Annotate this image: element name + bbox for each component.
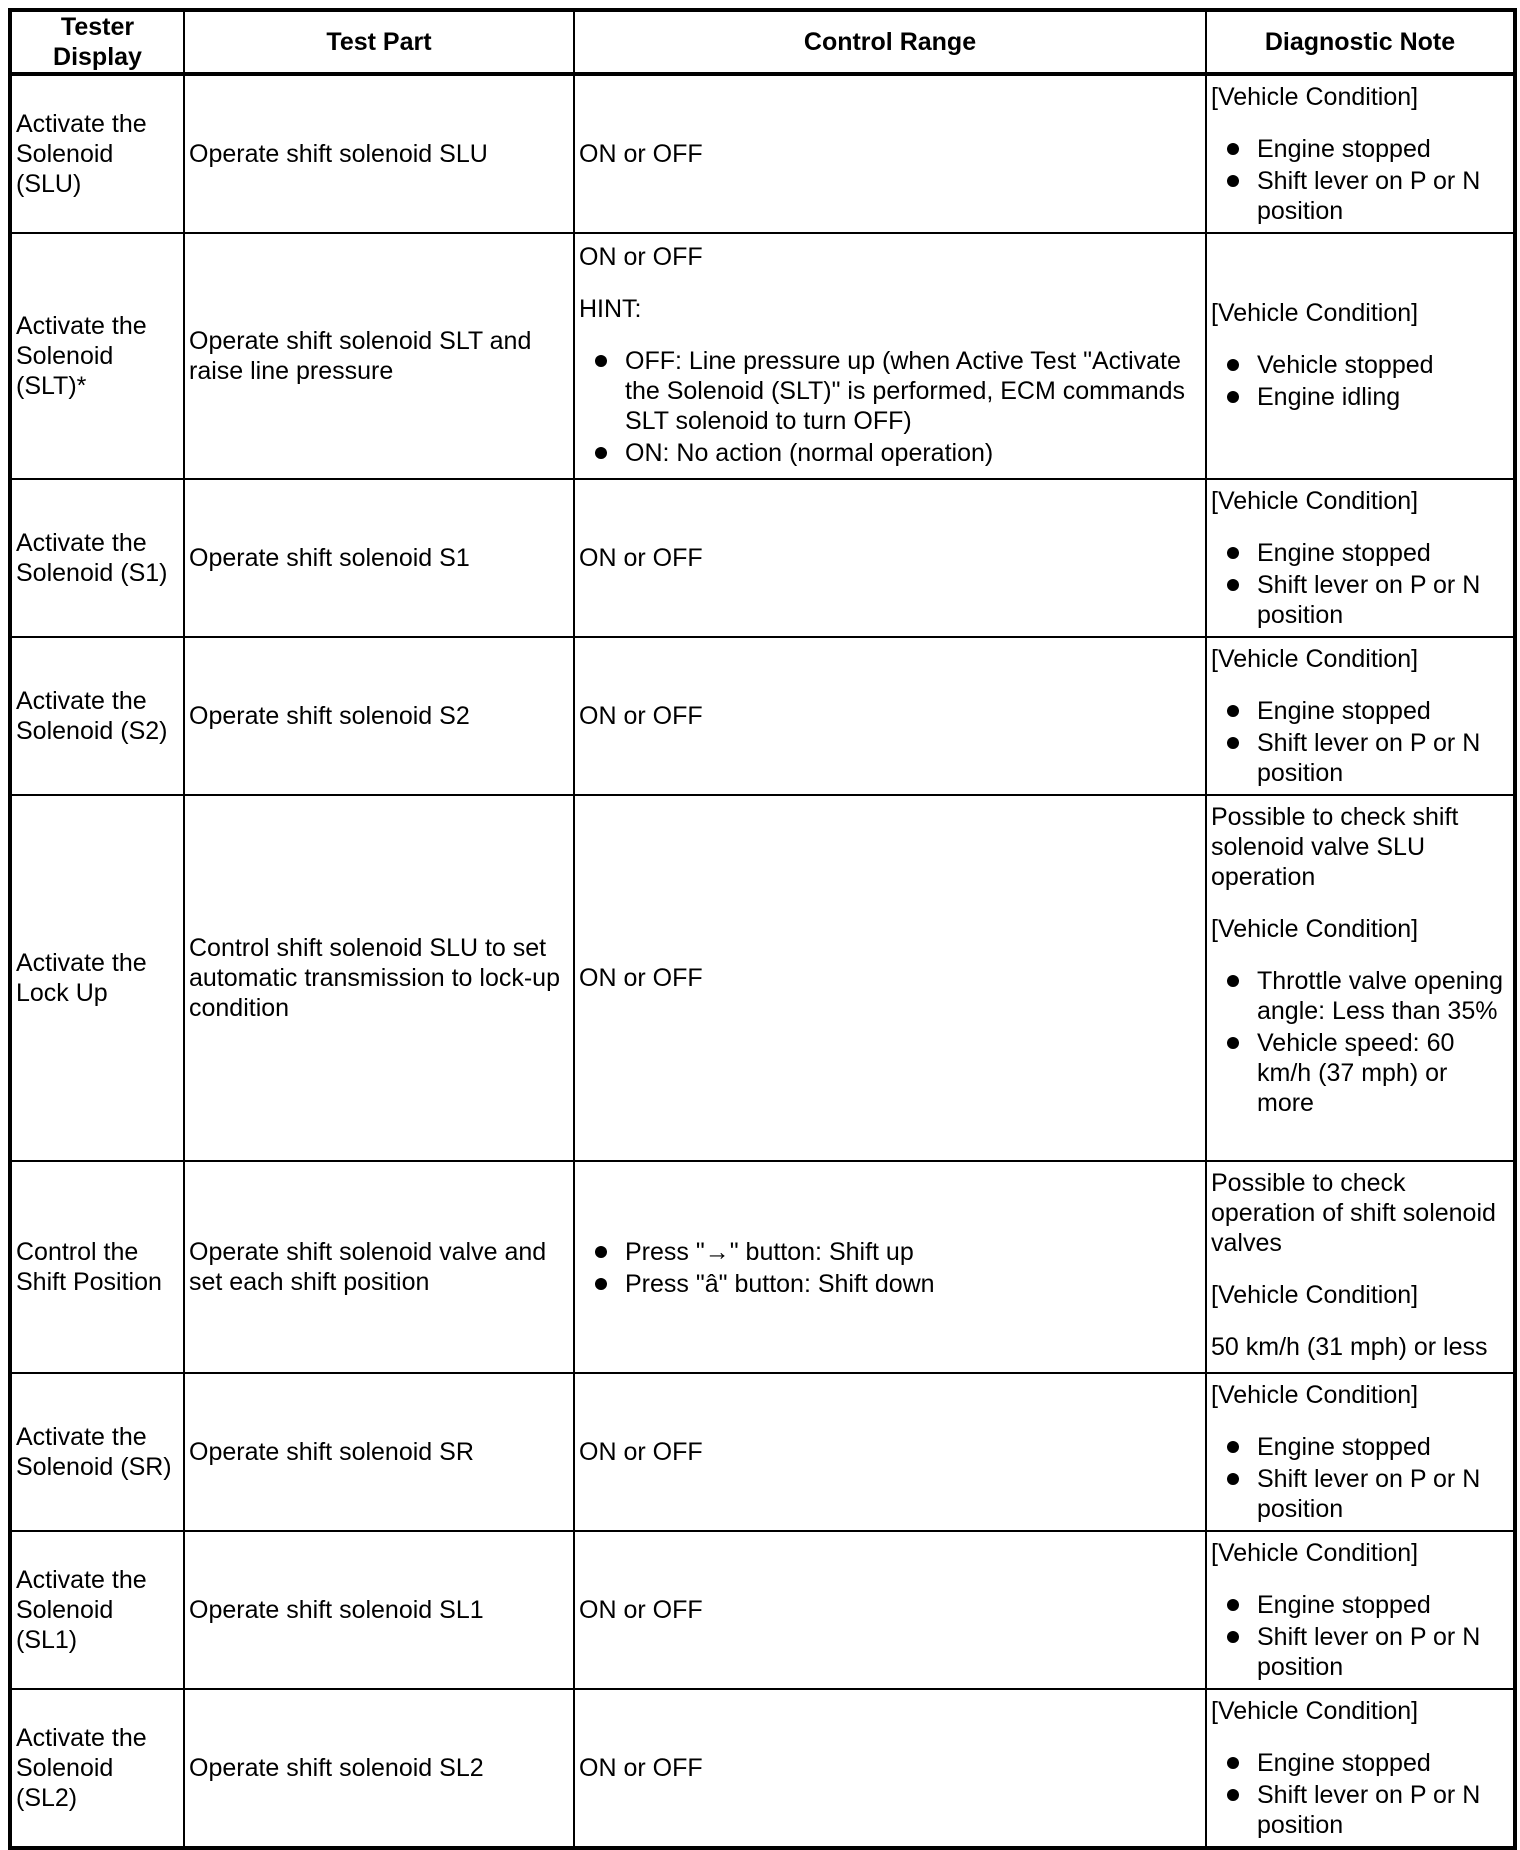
active-test-table-sheet: [8, 8, 1513, 1839]
note-list: [1211, 538, 1507, 630]
cell-test-part: Operate shift solenoid SL1: [184, 1531, 574, 1689]
bullet-icon: [1227, 705, 1239, 717]
bullet-icon: [1227, 1789, 1239, 1801]
list-item: [1211, 728, 1507, 788]
cell-control-range: ON or OFF: [574, 74, 1206, 233]
note-list: [1211, 1590, 1507, 1682]
cell-test-part: Operate shift solenoid SR: [184, 1373, 574, 1531]
cell-test-part: Operate shift solenoid SLT and raise line pressure: [184, 233, 574, 479]
cell-diagnostic-note: [1206, 1161, 1515, 1373]
range-block: [579, 242, 1199, 468]
range-text: ON or OFF: [579, 243, 703, 271]
note-block: [1211, 1380, 1507, 1524]
bullet-icon: [1227, 391, 1239, 403]
bullet-icon: [1227, 737, 1239, 749]
list-item-text: Throttle valve opening angle: Less than 35%: [1257, 967, 1503, 1025]
cell-control-range: ON or OFF: [574, 1373, 1206, 1531]
cell-tester-display: Control the Shift Position: [10, 1161, 184, 1373]
table-row: [10, 1689, 1515, 1848]
bullet-icon: [1227, 1441, 1239, 1453]
bullet-icon: [595, 1246, 607, 1258]
note-heading: [Vehicle Condition]: [1211, 645, 1419, 673]
note-tail: 50 km/h (31 mph) or less: [1211, 1333, 1488, 1361]
range-hint: HINT:: [579, 295, 642, 323]
list-item: [579, 438, 1199, 468]
cell-tester-display: Activate the Solenoid (SR): [10, 1373, 184, 1531]
bullet-icon: [1227, 579, 1239, 591]
note-block: [1211, 802, 1507, 1118]
cell-test-part: Operate shift solenoid valve and set each shift position: [184, 1161, 574, 1373]
list-item-text: Shift lever on P or N position: [1257, 729, 1481, 787]
cell-test-part: Control shift solenoid SLU to set automatic transmission to lock-up condition: [184, 795, 574, 1161]
cell-diagnostic-note: [1206, 1531, 1515, 1689]
bullet-icon: [1227, 1599, 1239, 1611]
list-item-text: Shift lever on P or N position: [1257, 1465, 1481, 1523]
header-row: [10, 10, 1515, 74]
list-item-text: Engine stopped: [1257, 539, 1431, 567]
list-item-text: Engine idling: [1257, 383, 1401, 411]
list-item: [1211, 1748, 1507, 1778]
cell-diagnostic-note: [1206, 1373, 1515, 1531]
bullet-icon: [595, 355, 607, 367]
cell-diagnostic-note: [1206, 74, 1515, 233]
list-item-text: Shift lever on P or N position: [1257, 571, 1481, 629]
note-block: [1211, 298, 1507, 412]
cell-tester-display: Activate the Solenoid (SL1): [10, 1531, 184, 1689]
cell-test-part: Operate shift solenoid S1: [184, 479, 574, 637]
cell-test-part: Operate shift solenoid SL2: [184, 1689, 574, 1848]
list-item-text: Shift lever on P or N position: [1257, 1623, 1481, 1681]
active-test-table: [8, 8, 1517, 1850]
bullet-icon: [1227, 547, 1239, 559]
note-block: [1211, 1168, 1507, 1362]
list-item-text: Vehicle stopped: [1257, 351, 1434, 379]
bullet-icon: [1227, 1473, 1239, 1485]
list-item-text: Engine stopped: [1257, 135, 1431, 163]
list-item-text: Engine stopped: [1257, 697, 1431, 725]
list-item-text: ON: No action (normal operation): [625, 439, 994, 467]
cell-test-part: Operate shift solenoid S2: [184, 637, 574, 795]
bullet-icon: [595, 1278, 607, 1290]
list-item: [1211, 382, 1507, 412]
bullet-icon: [1227, 1037, 1239, 1049]
note-list: [1211, 966, 1507, 1118]
list-item-text: OFF: Line pressure up (when Active Test "Activate the Solenoid (SLT)" is performed, ECM commands SLT solenoid to turn OFF): [625, 347, 1186, 435]
note-heading: [Vehicle Condition]: [1211, 487, 1419, 515]
note-heading: [Vehicle Condition]: [1211, 915, 1419, 943]
list-item-text: Vehicle speed: 60 km/h (37 mph) or more: [1257, 1029, 1455, 1117]
note-block: [1211, 1538, 1507, 1682]
list-item: [1211, 538, 1507, 568]
list-item: [1211, 570, 1507, 630]
bullet-icon: [595, 447, 607, 459]
cell-control-range: ON or OFF: [574, 795, 1206, 1161]
cell-control-range: [574, 233, 1206, 479]
note-intro: Possible to check shift solenoid valve SLU operation: [1211, 803, 1459, 891]
header-diagnostic-note: Diagnostic Note: [1206, 10, 1515, 74]
list-item-text: Engine stopped: [1257, 1433, 1431, 1461]
bullet-icon: [1227, 1757, 1239, 1769]
note-list: [1211, 134, 1507, 226]
list-item: [579, 1237, 1199, 1267]
range-list: [579, 346, 1199, 468]
table-row: [10, 233, 1515, 479]
note-heading: [Vehicle Condition]: [1211, 83, 1419, 111]
note-block: [1211, 82, 1507, 226]
bullet-icon: [1227, 1631, 1239, 1643]
list-item: [1211, 1590, 1507, 1620]
list-item-text: Engine stopped: [1257, 1749, 1431, 1777]
note-block: [1211, 486, 1507, 630]
cell-tester-display: Activate the Solenoid (SLU): [10, 74, 184, 233]
note-list: [1211, 696, 1507, 788]
header-tester-display: Tester Display: [10, 10, 184, 74]
list-item: [1211, 134, 1507, 164]
list-item: [1211, 1780, 1507, 1840]
cell-tester-display: Activate the Solenoid (S1): [10, 479, 184, 637]
list-item: [1211, 966, 1507, 1026]
table-row: [10, 74, 1515, 233]
list-item-text: Press "â" button: Shift down: [625, 1270, 935, 1298]
range-list: [579, 1237, 1199, 1299]
bullet-icon: [1227, 175, 1239, 187]
cell-control-range: ON or OFF: [574, 479, 1206, 637]
table-row: [10, 795, 1515, 1161]
table-row: [10, 479, 1515, 637]
list-item: [579, 346, 1199, 436]
note-list: [1211, 1432, 1507, 1524]
cell-control-range: ON or OFF: [574, 1531, 1206, 1689]
cell-diagnostic-note: [1206, 233, 1515, 479]
list-item: [1211, 696, 1507, 726]
list-item: [579, 1269, 1199, 1299]
bullet-icon: [1227, 359, 1239, 371]
note-block: [1211, 644, 1507, 788]
list-item-text: Engine stopped: [1257, 1591, 1431, 1619]
table-row: [10, 1531, 1515, 1689]
note-list: [1211, 1748, 1507, 1840]
cell-tester-display: Activate the Solenoid (SLT)*: [10, 233, 184, 479]
list-item: [1211, 1432, 1507, 1462]
table-row: [10, 1373, 1515, 1531]
cell-tester-display: Activate the Solenoid (SL2): [10, 1689, 184, 1848]
note-heading: [Vehicle Condition]: [1211, 299, 1419, 327]
list-item: [1211, 166, 1507, 226]
cell-control-range: ON or OFF: [574, 637, 1206, 795]
note-heading: [Vehicle Condition]: [1211, 1697, 1419, 1725]
note-heading: [Vehicle Condition]: [1211, 1539, 1419, 1567]
header-control-range: Control Range: [574, 10, 1206, 74]
cell-diagnostic-note: [1206, 1689, 1515, 1848]
table-row: [10, 637, 1515, 795]
note-block: [1211, 1696, 1507, 1840]
note-heading: [Vehicle Condition]: [1211, 1281, 1419, 1309]
header-test-part: Test Part: [184, 10, 574, 74]
list-item-text: Press "→" button: Shift up: [625, 1238, 914, 1266]
note-list: [1211, 350, 1507, 412]
note-heading: [Vehicle Condition]: [1211, 1381, 1419, 1409]
note-intro: Possible to check operation of shift solenoid valves: [1211, 1169, 1496, 1257]
cell-test-part: Operate shift solenoid SLU: [184, 74, 574, 233]
cell-control-range: [574, 1161, 1206, 1373]
table-row: [10, 1161, 1515, 1373]
list-item: [1211, 1622, 1507, 1682]
bullet-icon: [1227, 143, 1239, 155]
cell-diagnostic-note: [1206, 795, 1515, 1161]
list-item: [1211, 1028, 1507, 1118]
cell-diagnostic-note: [1206, 637, 1515, 795]
list-item-text: Shift lever on P or N position: [1257, 167, 1481, 225]
cell-tester-display: Activate the Lock Up: [10, 795, 184, 1161]
cell-control-range: ON or OFF: [574, 1689, 1206, 1848]
list-item: [1211, 1464, 1507, 1524]
list-item: [1211, 350, 1507, 380]
cell-tester-display: Activate the Solenoid (S2): [10, 637, 184, 795]
bullet-icon: [1227, 975, 1239, 987]
cell-diagnostic-note: [1206, 479, 1515, 637]
list-item-text: Shift lever on P or N position: [1257, 1781, 1481, 1839]
